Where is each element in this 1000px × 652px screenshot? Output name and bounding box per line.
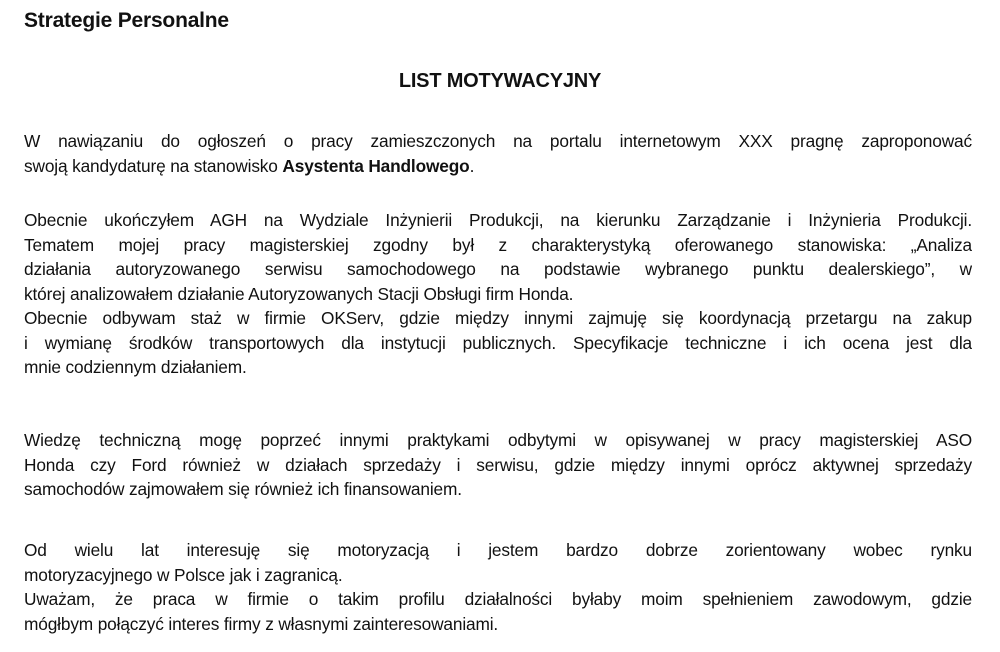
paragraph-education bbox=[24, 208, 972, 380]
text-line: Obecnie ukończyłem AGH na Wydziale Inżynierii Produkcji, na kierunku Zarządzanie i Inżynieria Produkcji. bbox=[24, 210, 972, 230]
text-line: Tematem mojej pracy magisterskiej zgodny był z charakterystyką oferowanego stanowiska: „Analiza bbox=[24, 234, 972, 255]
text-line: Od wielu lat interesuję się motoryzacją i jestem bardzo dobrze zorientowany wobec rynku bbox=[24, 540, 972, 560]
paragraph-experience bbox=[24, 428, 972, 502]
text-fragment: swoją kandydaturę na stanowisko bbox=[24, 155, 283, 176]
text-line: działania autoryzowanego serwisu samochodowego na podstawie wybranego punktu dealerskiego”, w bbox=[24, 259, 972, 279]
company-name: Strategie Personalne bbox=[24, 9, 229, 32]
text-line bbox=[24, 154, 972, 179]
text-line: Obecnie odbywam staż w firmie OKServ, gdzie między innymi zajmuję się koordynacją przetargu na zakup bbox=[24, 308, 972, 328]
paragraph-interests bbox=[24, 538, 972, 636]
text-line: samochodów zajmowałem się również ich finansowaniem. bbox=[24, 479, 462, 499]
text-line: mógłbym połączyć interes firmy z własnymi zainteresowaniami. bbox=[24, 613, 499, 634]
letter-title: LIST MOTYWACYJNY bbox=[398, 70, 602, 92]
text-line: Wiedzę techniczną mogę poprzeć innymi praktykami odbytymi w opisywanej w pracy magisterskiej ASO bbox=[24, 430, 972, 450]
text-line: której analizowałem działanie Autoryzowanych Stacji Obsługi firm Honda. bbox=[24, 283, 574, 304]
text-line: mnie codziennym działaniem. bbox=[24, 357, 247, 377]
text-fragment: . bbox=[469, 155, 475, 176]
position-name: Asystenta Handlowego bbox=[282, 155, 470, 176]
text-line: W nawiązaniu do ogłoszeń o pracy zamieszczonych na portalu internetowym XXX pragnę zaproponować bbox=[24, 131, 972, 151]
text-line: Uważam, że praca w firmie o takim profilu działalności byłaby moim spełnieniem zawodowym, gdzie bbox=[24, 589, 972, 609]
text-line: i wymianę środków transportowych dla instytucji publicznych. Specyfikacje techniczne i ich ocena jest dla bbox=[24, 332, 972, 353]
text-line: motoryzacyjnego w Polsce jak i zagranicą. bbox=[24, 564, 343, 585]
text-line: Honda czy Ford również w działach sprzedaży i serwisu, gdzie między innymi oprócz aktywnej sprzedaży bbox=[24, 454, 972, 475]
paragraph-intro bbox=[24, 129, 972, 178]
